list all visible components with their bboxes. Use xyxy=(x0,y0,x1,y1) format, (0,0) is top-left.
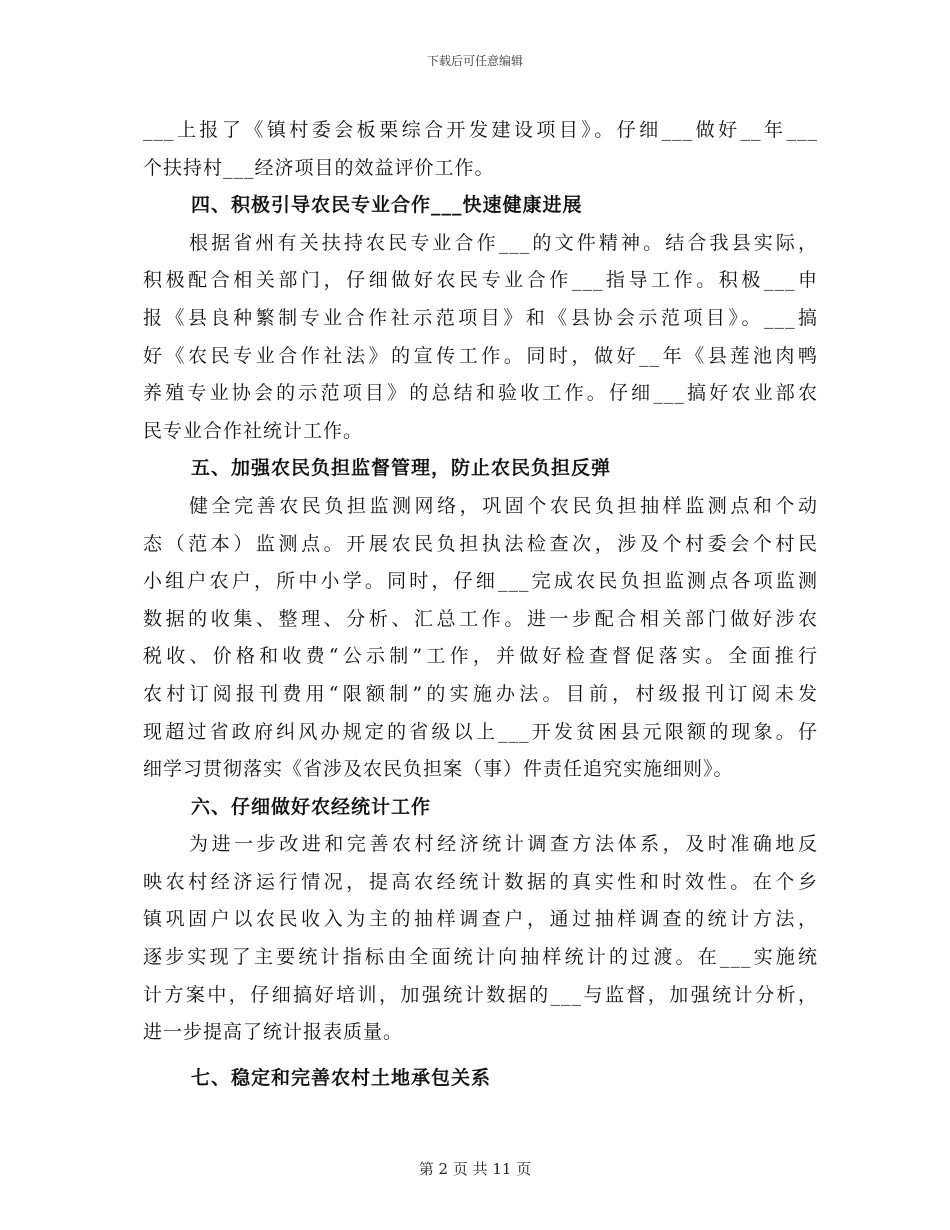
text-line: 好《农民专业合作社法》的宣传工作。同时，做好__年《县莲池肉鸭 xyxy=(143,344,818,367)
section-heading: 四、积极引导农民专业合作___快速健康进展 xyxy=(191,194,583,217)
section-heading: 五、加强农民负担监督管理，防止农民负担反弹 xyxy=(191,457,612,480)
text-line: 报《县良种繁制专业合作社示范项目》和《县协会示范项目》。___搞 xyxy=(143,306,818,329)
page-header: 下载后可任意编辑 xyxy=(426,54,523,68)
text-line: 进一步提高了统计报表质量。 xyxy=(143,1021,404,1044)
page-footer: 第 2 页 共 11 页 xyxy=(418,1160,532,1178)
text-line: 现超过省政府纠风办规定的省级以上___开发贫困县元限额的现象。仔 xyxy=(143,720,818,743)
text-line: 养殖专业协会的示范项目》的总结和验收工作。仔细___搞好农业部农 xyxy=(143,382,818,405)
text-line: 个扶持村___经济项目的效益评价工作。 xyxy=(143,156,495,179)
text-line: 小组户农户，所中小学。同时，仔细___完成农民负担监测点各项监测 xyxy=(143,570,818,593)
text-line: 逐步实现了主要统计指标由全面统计向抽样统计的过渡。在___实施统 xyxy=(143,946,818,969)
text-line: 税收、价格和收费“公示制”工作，并做好检查督促落实。全面推行 xyxy=(143,645,818,668)
text-line: 民专业合作社统计工作。 xyxy=(143,419,364,442)
text-line: 态（范本）监测点。开展农民负担执法检查次，涉及个村委会个村民 xyxy=(143,532,818,555)
text-line: 镇巩固户以农民收入为主的抽样调查户，通过抽样调查的统计方法， xyxy=(143,908,818,931)
text-line: 计方案中，仔细搞好培训，加强统计数据的___与监督，加强统计分析， xyxy=(143,983,818,1006)
paragraph-first-line: 健全完善农民负担监测网络，巩固个农民负担抽样监测点和个动 xyxy=(189,494,818,517)
text-line: 细学习贯彻落实《省涉及农民负担案（事）件责任追究实施细则》。 xyxy=(143,758,734,781)
section-heading: 七、稳定和完善农村土地承包关系 xyxy=(191,1066,492,1089)
paragraph-first-line: 根据省州有关扶持农民专业合作___的文件精神。结合我县实际， xyxy=(189,231,818,254)
text-line: 农村订阅报刊费用“限额制”的实施办法。目前，村级报刊订阅未发 xyxy=(143,682,818,705)
text-line: ___上报了《镇村委会板栗综合开发建设项目》。仔细___做好__年___ xyxy=(143,119,818,141)
section-heading: 六、仔细做好农经统计工作 xyxy=(191,795,432,818)
document-body xyxy=(143,112,818,1097)
paragraph-first-line: 为进一步改进和完善农村经济统计调查方法体系，及时准确地反 xyxy=(189,833,818,856)
text-line: 数据的收集、整理、分析、汇总工作。进一步配合相关部门做好涉农 xyxy=(143,607,818,630)
text-line: 积极配合相关部门，仔细做好农民专业合作___指导工作。积极___申 xyxy=(143,269,818,292)
text-line: 映农村经济运行情况，提高农经统计数据的真实性和时效性。在个乡 xyxy=(143,870,818,893)
